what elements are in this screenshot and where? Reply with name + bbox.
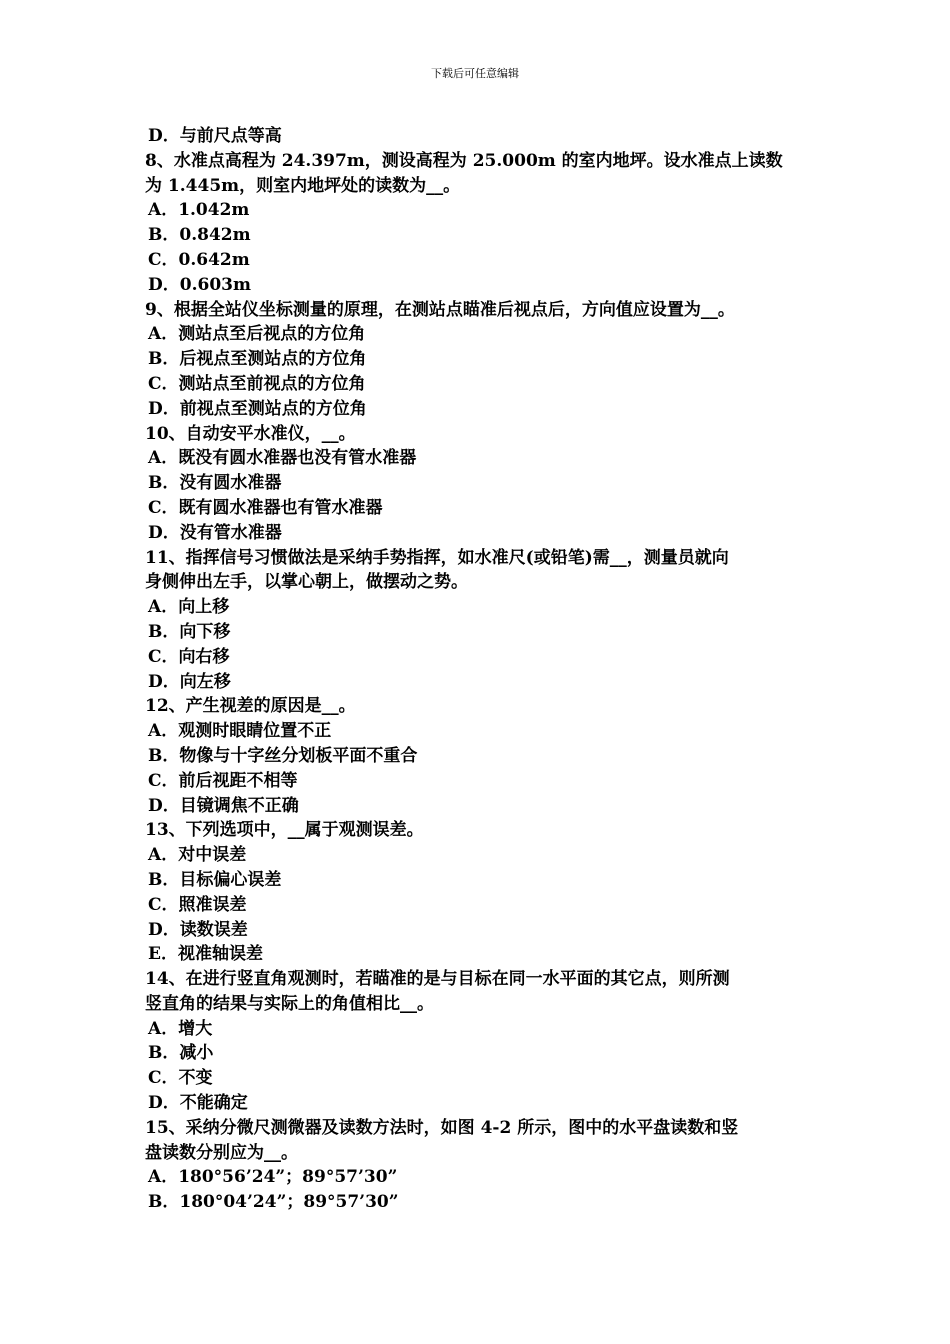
answer-option: D．读数误差 xyxy=(148,919,248,940)
answer-option: B．后视点至测站点的方位角 xyxy=(148,349,367,370)
question-text: 为 1.445m，则室内地坪处的读数为__。 xyxy=(145,175,461,196)
answer-option: C．照准误差 xyxy=(148,894,247,915)
answer-option: D．目镜调焦不正确 xyxy=(148,795,299,816)
answer-option: C．向右移 xyxy=(148,646,230,667)
answer-option: D．没有管水准器 xyxy=(148,522,282,543)
answer-option: D．不能确定 xyxy=(148,1093,248,1114)
page-header: 下载后可任意编辑 xyxy=(431,67,519,80)
answer-option: A．观测时眼睛位置不正 xyxy=(148,721,332,742)
question-text: 12、产生视差的原因是__。 xyxy=(145,696,356,717)
question-text: 15、采纳分微尺测微器及读数方法时，如图 4-2 所示，图中的水平盘读数和竖 xyxy=(145,1117,739,1138)
answer-option: B．向下移 xyxy=(148,621,231,642)
answer-option: C．0.642m xyxy=(148,249,250,270)
answer-option: A．对中误差 xyxy=(148,845,247,866)
answer-option: A．向上移 xyxy=(148,597,230,618)
question-text: 10、自动安平水准仪，__。 xyxy=(145,423,356,444)
answer-option: B．目标偏心误差 xyxy=(148,869,282,890)
answer-option: A．既没有圆水准器也没有管水准器 xyxy=(148,448,417,469)
answer-option: E．视准轴误差 xyxy=(148,944,263,965)
answer-option: A．1.042m xyxy=(148,200,250,221)
question-text: 盘读数分别应为__。 xyxy=(145,1142,298,1163)
document-body xyxy=(145,124,815,1215)
answer-option: C．不变 xyxy=(148,1068,213,1089)
question-text: 9、根据全站仪坐标测量的原理，在测站点瞄准后视点后，方向值应设置为__。 xyxy=(145,299,735,320)
question-text: 身侧伸出左手，以掌心朝上，做摆动之势。 xyxy=(145,572,468,593)
question-text: 11、指挥信号习惯做法是采纳手势指挥，如水准尺(或铅笔)需__，测量员就向 xyxy=(145,547,729,568)
answer-option: B．没有圆水准器 xyxy=(148,473,282,494)
answer-option: A．测站点至后视点的方位角 xyxy=(148,324,366,345)
answer-option: C．既有圆水准器也有管水准器 xyxy=(148,497,383,518)
answer-option: B．180°04’24”；89°57’30” xyxy=(148,1192,399,1213)
question-text: 8、水准点高程为 24.397m，测设高程为 25.000m 的室内地坪。设水准点上读数 xyxy=(145,150,783,171)
answer-option: D．与前尺点等高 xyxy=(148,126,282,146)
answer-option: D．前视点至测站点的方位角 xyxy=(148,398,367,419)
answer-option: C．前后视距不相等 xyxy=(148,770,298,791)
question-text: 竖直角的结果与实际上的角值相比__。 xyxy=(145,993,434,1014)
answer-option: A．180°56’24”；89°57’30” xyxy=(148,1167,398,1188)
answer-option: B．减小 xyxy=(148,1043,214,1064)
question-text: 13、下列选项中，__属于观测误差。 xyxy=(145,820,424,841)
answer-option: D．0.603m xyxy=(148,274,251,295)
answer-option: B．0.842m xyxy=(148,225,251,246)
question-text: 14、在进行竖直角观测时，若瞄准的是与目标在同一水平面的其它点，则所测 xyxy=(145,969,730,990)
answer-option: A．增大 xyxy=(148,1018,213,1039)
answer-option: D．向左移 xyxy=(148,671,231,692)
answer-option: C．测站点至前视点的方位角 xyxy=(148,373,366,394)
answer-option: B．物像与十字丝分划板平面不重合 xyxy=(148,745,418,766)
